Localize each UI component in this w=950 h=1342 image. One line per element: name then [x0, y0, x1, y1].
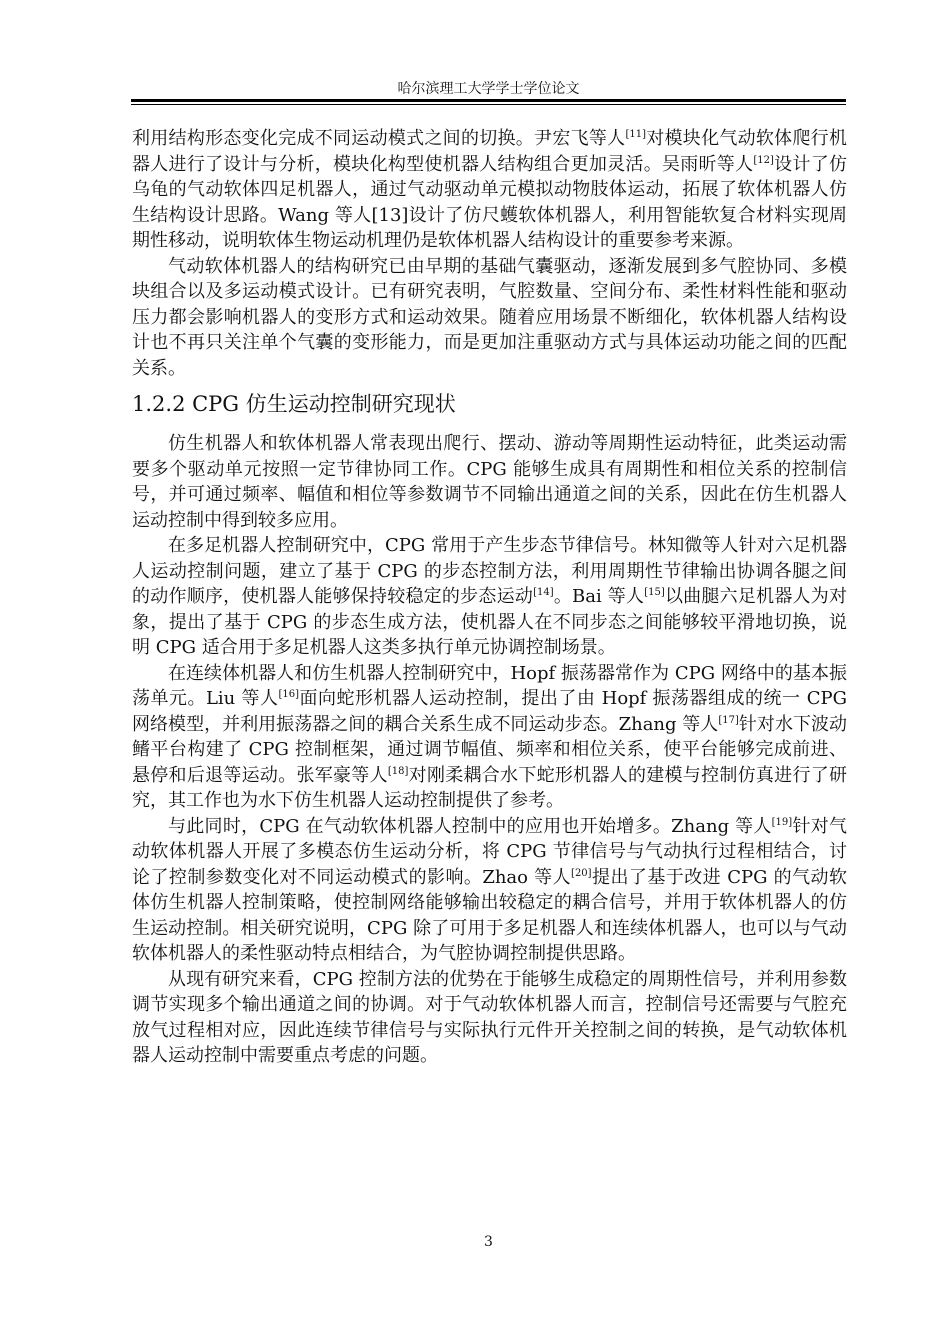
text-run: 从现有研究来看，CPG 控制方法的优势在于能够生成稳定的周期性信号，并利用参数调节实现多个输出通道之间的协调。对于气动软体机器人而言，控制信号还需要与气腔充放气过程相对应，因此连续节律信号与实际执行元件开关控制之间的转换，是气动软体机器人运动控制中需要重点考虑的问题。 [132, 968, 847, 1066]
text-run: 仿生机器人和软体机器人常表现出爬行、摆动、游动等周期性运动特征，此类运动需要多个驱动单元按照一定节律协同工作。CPG 能够生成具有周期性和相位关系的控制信号，并可通过频率、幅值和相位等参数调节不同输出通道之间的关系，因此在仿生机器人运动控制中得到较多应用。 [132, 433, 847, 531]
text-run: 以曲腿六足机器人为对象，提出了基于 CPG 的步态生成方法，使机器人在不同步态之间能够较平滑地切换，说明 CPG 适合用于多足机器人这类多执行单元协调控制场景。 [132, 586, 848, 658]
text-run: 针对气动软体机器人开展了多模态仿生运动分析，将 CPG 节律信号与气动执行过程相结合，讨论了控制参数变化对不同运动模式的影响。Zhao 等人 [132, 815, 847, 888]
citation-ref: [16] [278, 689, 300, 700]
running-header: 哈尔滨理工大学学士学位论文 [397, 81, 580, 97]
citation-ref: [12] [753, 154, 774, 166]
text-run: 面向蛇形机器人运动控制，提出了由 Hopf 振荡器组成的统一 CPG 网络模型，并利用振荡器之间的耦合关系生成不同运动步态。Zhang 等人 [132, 688, 847, 735]
paragraph [132, 431, 847, 533]
paragraph [132, 967, 847, 1069]
citation-ref: [17] [718, 714, 739, 726]
citation-ref: [18] [387, 765, 409, 777]
paragraph [132, 533, 847, 661]
text-run: 与此同时，CPG 在气动软体机器人控制中的应用也开始增多。Zhang 等人 [168, 815, 772, 837]
text-run: 对模块化气动软体爬行机器人进行了设计与分析，模块化构型使机器人结构组合更加灵活。吴雨昕等人 [132, 128, 847, 175]
header-rule-thin [131, 104, 846, 105]
main-text [132, 126, 847, 1069]
text-run: 气动软体机器人的结构研究已由早期的基础气囊驱动，逐渐发展到多气腔协同、多模块组合以及多运动模式设计。已有研究表明，气腔数量、空间分布、柔性材料性能和驱动压力都会影响机器人的变形方式和运动效果。随着应用场景不断细化，软体机器人结构设计也不再只关注单个气囊的变形能力，而是更加注重驱动方式与具体运动功能之间的匹配关系。 [132, 255, 847, 379]
page-number: 3 [484, 1234, 493, 1250]
paragraph [132, 126, 847, 254]
text-run: 。Bai 等人 [553, 586, 645, 607]
text-run: 1.2.2 CPG 仿生运动控制研究现状 [132, 392, 456, 416]
text-run: 利用结构形态变化完成不同运动模式之间的切换。尹宏飞等人 [132, 128, 626, 149]
header-rule-thick [131, 99, 846, 102]
text-run: 设计了仿乌龟的气动软体四足机器人，通过气动驱动单元模拟动物肢体运动，拓展了软体机器人仿生结构设计思路。Wang 等人[13]设计了仿尺蠖软体机器人，利用智能软复合材料实现周期性移动，说明软体生物运动机理仍是软体机器人结构设计的重要参考来源。 [132, 153, 848, 251]
citation-ref: [20] [571, 867, 592, 879]
citation-ref: [15] [644, 587, 665, 598]
paragraph [132, 814, 847, 967]
text-run: 在多足机器人控制研究中，CPG 常用于产生步态节律信号。林知微等人针对六足机器人运动控制问题，建立了基于 CPG 的步态控制方法，利用周期性节律输出协调各腿之间的动作顺序，使机器人能够保持较稳定的步态运动 [132, 535, 847, 607]
section-heading [132, 390, 847, 418]
paragraph [132, 661, 847, 814]
citation-ref: [19] [771, 816, 793, 828]
text-run: 在连续体机器人和仿生机器人控制研究中，Hopf 振荡器常作为 CPG 网络中的基本振荡单元。Liu 等人 [132, 662, 847, 709]
paragraph [132, 254, 847, 382]
text-run: 提出了基于改进 CPG 的气动软体仿生机器人控制策略，使控制网络能够输出较稳定的耦合信号，并用于软体机器人的仿生运动控制。相关研究说明，CPG 除了可用于多足机器人和连续体机器人，也可以与气动软体机器人的柔性驱动特点相结合，为气腔协调控制提供思路。 [132, 866, 847, 964]
text-run: 对刚柔耦合水下蛇形机器人的建模与控制仿真进行了研究，其工作也为水下仿生机器人运动控制提供了参考。 [132, 764, 848, 811]
text-run: 针对水下波动鳍平台构建了 CPG 控制框架，通过调节幅值、频率和相位关系，使平台能够完成前进、悬停和后退等运动。张军豪等人 [132, 713, 848, 786]
citation-ref: [14] [533, 587, 554, 598]
citation-ref: [11] [625, 129, 646, 140]
